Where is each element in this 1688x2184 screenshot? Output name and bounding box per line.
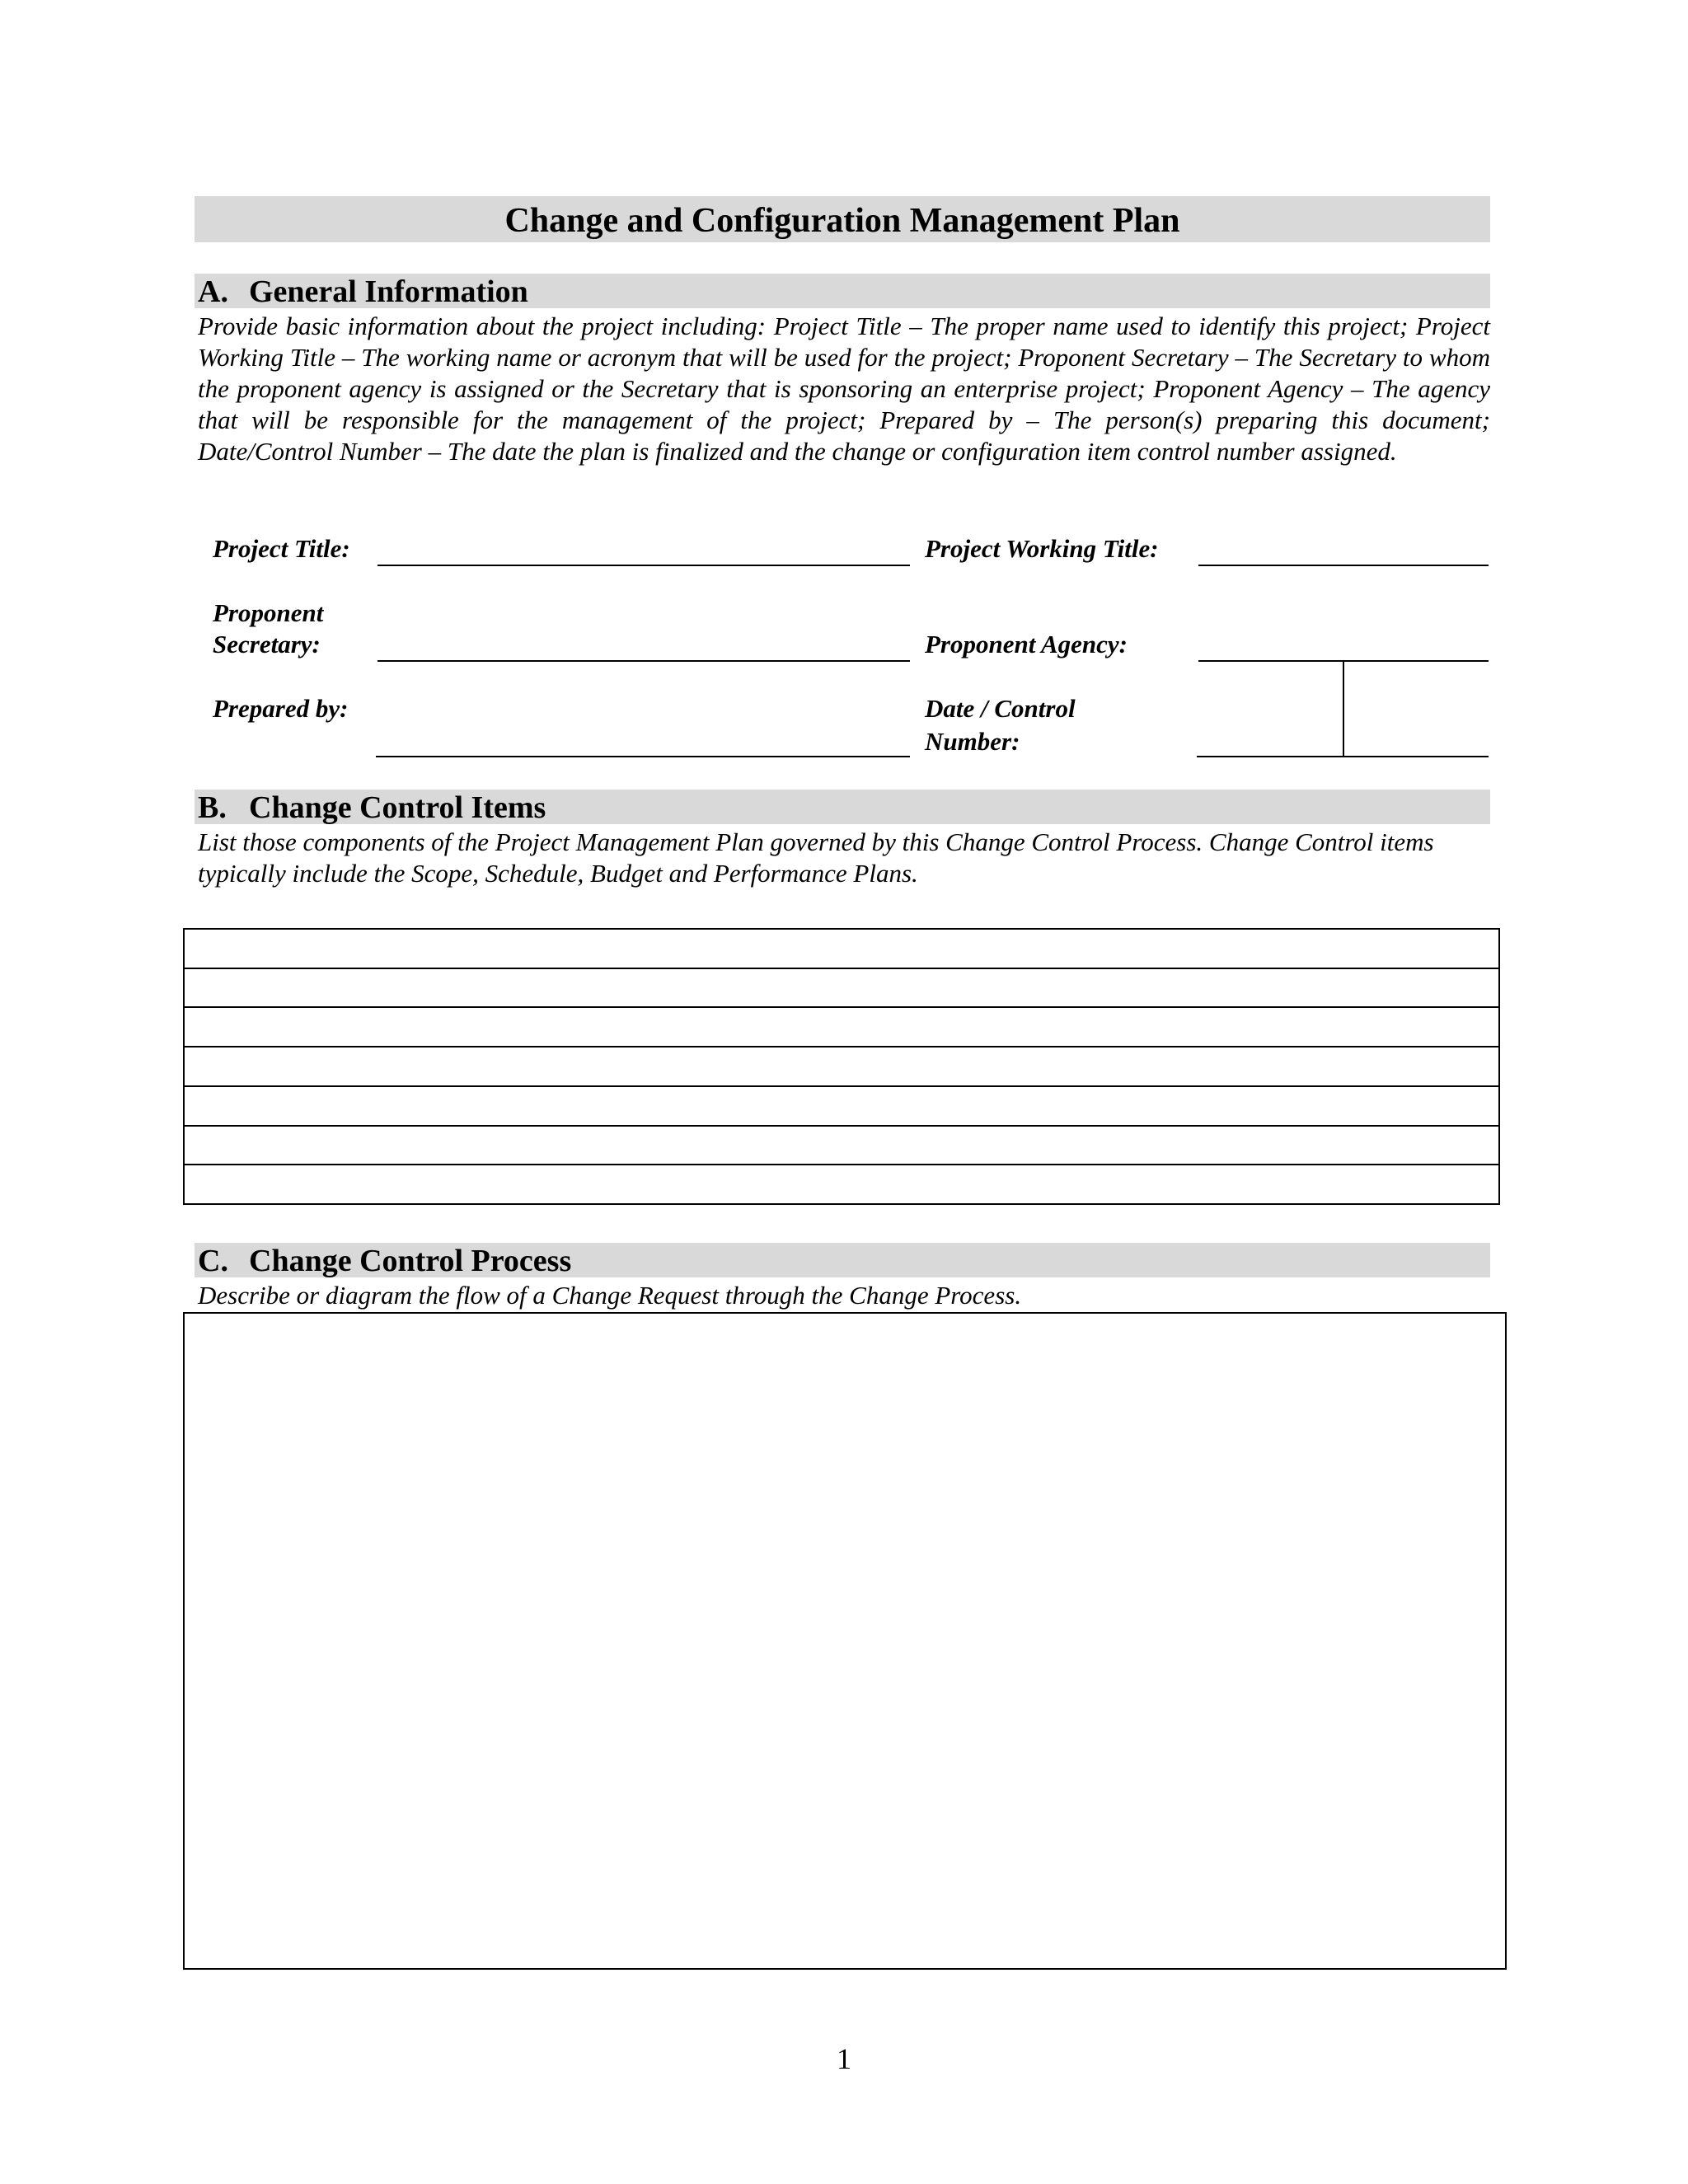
section-b-heading: [198, 790, 546, 826]
table-row: [184, 1047, 1499, 1086]
proponent-secretary-label-line2: Secretary:: [213, 630, 321, 658]
project-working-title-label: Project Working Title:: [925, 534, 1159, 563]
change-control-item-cell[interactable]: [184, 1126, 1499, 1165]
section-b-instructions: List those components of the Project Management Plan governed by this Change Control Process. Change Control items typically include the Scope, Schedule, Budget and Performance Plans.: [198, 827, 1434, 888]
date-field[interactable]: [1197, 756, 1343, 757]
change-control-item-cell[interactable]: [184, 1165, 1499, 1204]
change-control-item-cell[interactable]: [184, 968, 1499, 1008]
date-control-label-line1: Date / Control: [925, 694, 1076, 723]
proponent-secretary-label-line1: Proponent: [213, 598, 324, 627]
table-row: [184, 1126, 1499, 1165]
proponent-secretary-field[interactable]: [377, 660, 910, 662]
page-number: 1: [837, 2042, 851, 2075]
table-row: [184, 1086, 1499, 1126]
change-control-item-cell[interactable]: [184, 1007, 1499, 1047]
table-row: [184, 1165, 1499, 1204]
section-b-letter: B.: [198, 790, 227, 825]
change-control-item-cell[interactable]: [184, 929, 1499, 968]
section-a-heading: [198, 274, 528, 310]
control-number-field[interactable]: [1343, 756, 1489, 757]
date-control-label-line2: Number:: [925, 727, 1020, 756]
project-title-field[interactable]: [377, 565, 910, 566]
change-control-process-box[interactable]: [183, 1312, 1507, 1970]
date-control-divider: [1343, 660, 1344, 757]
section-c-instructions: Describe or diagram the flow of a Change Request through the Change Process.: [198, 1281, 1022, 1310]
table-row: [184, 968, 1499, 1008]
change-control-items-table: [183, 928, 1500, 1205]
change-control-item-cell[interactable]: [184, 1047, 1499, 1086]
section-c-heading: [198, 1243, 571, 1279]
table-row: [184, 1007, 1499, 1047]
section-a-title: General Information: [249, 274, 528, 309]
project-working-title-field[interactable]: [1198, 565, 1489, 566]
change-control-item-cell[interactable]: [184, 1086, 1499, 1126]
section-c-title: Change Control Process: [249, 1244, 572, 1278]
proponent-agency-label: Proponent Agency:: [925, 630, 1128, 658]
section-a-letter: A.: [198, 274, 228, 309]
prepared-by-label: Prepared by:: [213, 694, 349, 723]
prepared-by-field[interactable]: [376, 756, 910, 757]
table-row: [184, 929, 1499, 968]
section-c-letter: C.: [198, 1244, 228, 1278]
section-b-title: Change Control Items: [249, 790, 546, 825]
document-title: Change and Configuration Management Plan: [504, 202, 1180, 240]
section-a-instructions: Provide basic information about the project including: Project Title – The proper name used to identify this project; Project Working Title – The working name or acronym that will be used for the project; Proponent Secretary – The Secretary to whom the proponent agency is assigned or the Secretary that is sponsoring an enterprise project; Proponent Agency – The agency that will be responsible for the management of the project; Prepared by – The person(s) preparing this document; Date/Control Number – The date the plan is finalized and the change or configuration item control number assigned.: [198, 312, 1490, 466]
project-title-label: Project Title:: [213, 534, 350, 563]
